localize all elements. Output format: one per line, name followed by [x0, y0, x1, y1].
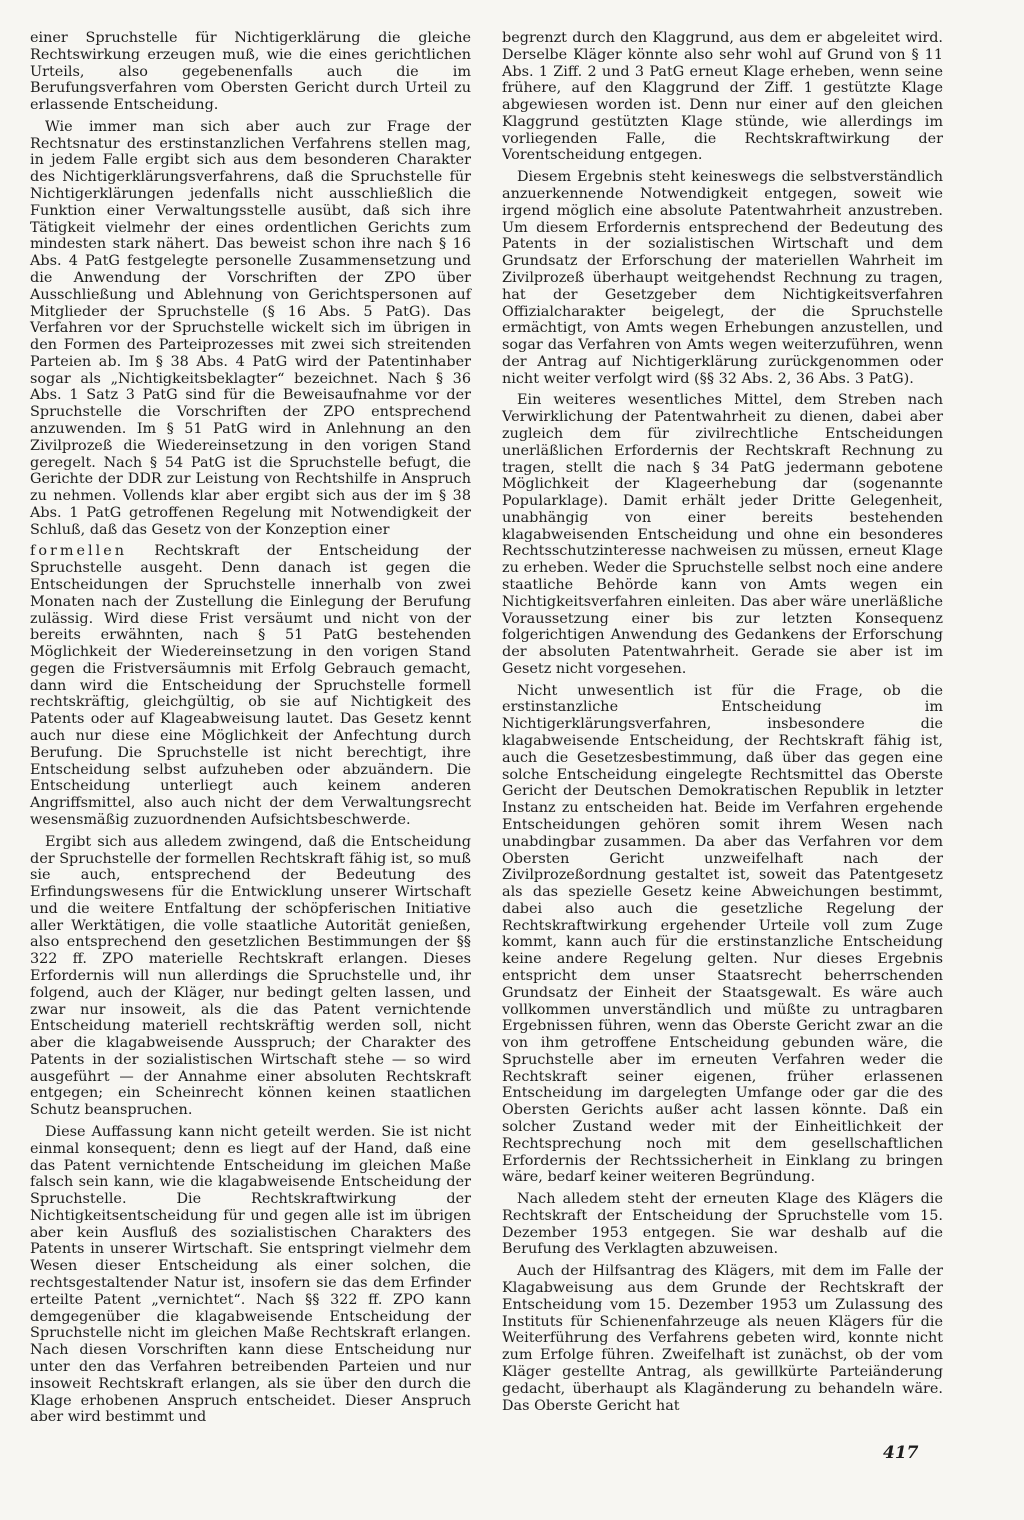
page-number: 417	[883, 1443, 919, 1463]
spaced-emphasis-word: formellen	[30, 543, 128, 560]
paragraph-continuation: Rechtskraft der Entscheidung der Spruchstelle ausgeht. Denn danach ist gegen die Entscheidungen der Spruchstelle innerhalb von zwei Monaten nach der Zustellung die Einlegung der Berufung zulässig. Wird diese Frist versäumt und nicht von der bereits erwähnten, nach § 51 PatG bestehenden Möglichkeit der Wiedereinsetzung in den vorigen Stand gegen die Fristversäumnis mit Erfolg Gebrauch gemacht, dann wird die Entscheidung der Spruchstelle formell rechtskräftig, gleichgültig, ob sie auf Nichtigkeit des Patents oder auf Klageabweisung lautet. Das Gesetz kennt auch nur diese eine Möglichkeit der Anfechtung durch Berufung. Die Spruchstelle ist nicht berechtigt, ihre Entscheidung selbst aufzuheben oder abzuändern. Die Entscheidung unterliegt auch keinem anderen Angriffsmittel, also auch nicht der dem Verwaltungsrecht wesensmäßig zuzuordnenden Aufsichtsbeschwerde.	[30, 543, 472, 828]
paragraph: begrenzt durch den Klaggrund, aus dem er abgeleitet wird. Derselbe Kläger könnte also sehr wohl auf Grund von § 11 Abs. 1 Ziff. 2 und 3 PatG erneut Klage erheben, wenn seine frühere, auf den Klaggrund der Ziff. 1 gestützte Klage abgewiesen worden ist. Denn nur einer auf den gleichen Klaggrund gestützten Klage stünde, wie allerdings im vorliegenden Falle, die Rechtskraftwirkung der Vorentscheidung entgegen.	[502, 30, 943, 164]
left-column	[30, 30, 471, 1431]
paragraph: Ergibt sich aus alledem zwingend, daß die Entscheidung der Spruchstelle der formellen Rechtskraft fähig ist, so muß sie auch, entsprechend der Bedeutung des Erfindungswesens für die Entwicklung unserer Wirtschaft und die weitere Entfaltung der schöpferischen Initiative aller Werktätigen, die volle staatliche Autorität genießen, also entsprechend den gesetzlichen Bestimmungen der §§ 322 ff. ZPO materielle Rechtskraft erlangen. Dieses Erfordernis will nun allerdings die Spruchstelle und, ihr folgend, auch der Kläger, nur bedingt gelten lassen, und zwar nur insoweit, als die das Patent vernichtende Entscheidung materiell rechtskräftig werden soll, nicht aber die klagabweisende Ausspruch; der Charakter des Patents in der sozialistischen Wirtschaft stehe — so wird ausgeführt — der Annahme einer absoluten Rechtskraft entgegen; ein Scheinrecht können keinen staatlichen Schutz beanspruchen.	[30, 833, 471, 1119]
paragraph: Wie immer man sich aber auch zur Frage der Rechtsnatur des erstinstanzlichen Verfahrens stellen mag, in jedem Falle ergibt sich aus dem besonderen Charakter des Nichtigerklärungsverfahrens, daß die Spruchstelle für Nichtigerklärungen jedenfalls nicht ausschließlich die Funktion einer Verwaltungsstelle ausübt, daß sich ihre Tätigkeit vielmehr der eines ordentlichen Gerichts zum mindesten stark nähert. Das beweist schon ihre nach § 16 Abs. 4 PatG festgelegte personelle Zusammensetzung und die Anwendung der Vorschriften der ZPO über Ausschließung und Ablehnung von Gerichtspersonen auf Mitglieder der Spruchstelle (§ 16 Abs. 5 PatG). Das Verfahren vor der Spruchstelle wickelt sich im übrigen in den Formen des Parteiprozesses mit zwei sich streitenden Parteien ab. Im § 38 Abs. 4 PatG wird der Patentinhaber sogar als „Nichtigkeitsbeklagter“ bezeichnet. Nach § 36 Abs. 1 Satz 3 PatG sind für die Beweisaufnahme vor der Spruchstelle die Vorschriften der ZPO entsprechend anzuwenden. Im § 51 PatG wird in Anlehnung an den Zivilprozeß die Wiedereinsetzung in den vorigen Stand geregelt. Nach § 54 PatG ist die Spruchstelle befugt, die Gerichte der DDR zur Leistung von Rechtshilfe in Anspruch zu nehmen. Vollends klar aber ergibt sich aus der im § 38 Abs. 1 PatG getroffenen Regelung mit Notwendigkeit der Schluß, daß das Gesetz von der Konzeption einer	[30, 118, 471, 538]
paragraph: Nach alledem steht der erneuten Klage des Klägers die Rechtskraft der Entscheidung der Spruchstelle vom 15. Dezember 1953 entgegen. Sie war deshalb auf die Berufung des Verklagten abzuweisen.	[502, 1191, 943, 1258]
paragraph: Diesem Ergebnis steht keineswegs die selbstverständlich anzuerkennende Notwendigkeit entgegen, soweit wie irgend möglich eine absolute Patentwahrheit anzustreben. Um diesem Erfordernis entsprechend der Bedeutung des Patents in der sozialistischen Wirtschaft und dem Grundsatz der Erforschung der materiellen Wahrheit im Zivilprozeß überhaupt weitgehendst Rechnung zu tragen, hat der Gesetzgeber dem Nichtigkeitsverfahren Offizialcharakter beigelegt, der die Spruchstelle ermächtigt, von Amts wegen Erhebungen anzustellen, und sogar das Verfahren von Amts wegen weiterzuführen, wenn der Antrag auf Nichtigerklärung zurückgenommen oder nicht weiter verfolgt wird (§§ 32 Abs. 2, 36 Abs. 3 PatG).	[502, 169, 943, 387]
paragraph: einer Spruchstelle für Nichtigerklärung die gleiche Rechtswirkung erzeugen muß, wie die eines gerichtlichen Urteils, also gegebenenfalls auch die im Berufungsverfahren vom Obersten Gericht durch Urteil zu erlassende Entscheidung.	[30, 30, 471, 114]
paragraph: Nicht unwesentlich ist für die Frage, ob die erstinstanzliche Entscheidung im Nichtigerklärungsverfahren, insbesondere die klagabweisende Entscheidung, der Rechtskraft fähig ist, auch die Gesetzesbestimmung, daß über das gegen eine solche Entscheidung eingelegte Rechtsmittel das Oberste Gericht der Deutschen Demokratischen Republik in letzter Instanz zu entscheiden hat. Beide im Verfahren ergehende Entscheidungen gehören somit ihrem Wesen nach unabdingbar zusammen. Da aber das Verfahren vor dem Obersten Gericht unzweifelhaft nach der Zivilprozeßordnung gestaltet ist, soweit das Patentgesetz als das spezielle Gesetz keine Abweichungen bestimmt, dabei also auch die gesetzliche Regelung der Rechtskraftwirkung ergehender Urteile voll zum Zuge kommt, kann auch für die erstinstanzliche Entscheidung keine andere Regelung gelten. Nur dieses Ergebnis entspricht dem unser Staatsrecht beherrschenden Grundsatz der Einheit der Staatsgewalt. Es wäre auch vollkommen unverständlich und müßte zu untragbaren Ergebnissen führen, wenn das Oberste Gericht zwar an die von ihm getroffene Entscheidung gebunden wäre, die Spruchstelle aber im erneuten Verfahren weder die Rechtskraft seiner eigenen, früher erlassenen Entscheidung im dargelegten Umfange oder gar die des Obersten Gerichts außer acht lassen könnte. Daß ein solcher Zustand weder mit der Einheitlichkeit der Rechtsprechung noch mit dem gesellschaftlichen Erfordernis der Rechtssicherheit in Einklang zu bringen wäre, bedarf keiner weiteren Begründung.	[502, 682, 943, 1186]
paragraph: Ein weiteres wesentliches Mittel, dem Streben nach Verwirklichung der Patentwahrheit zu dienen, dabei aber zugleich dem für zivilrechtliche Entscheidungen unerläßlichen Erfordernis der Rechtskraft Rechnung zu tragen, stellt die nach § 34 PatG jedermann gebotene Möglichkeit der Klageerhebung dar (sogenannte Popularklage). Damit erhält jeder Dritte Gelegenheit, unabhängig von einer bereits bestehenden klagabweisenden Entscheidung und ohne ein besonderes Rechtsschutzinteresse nachweisen zu müssen, erneut Klage zu erheben. Weder die Spruchstelle selbst noch eine andere staatliche Behörde kann von Amts wegen ein Nichtigkeitsverfahren einleiten. Das aber wäre unerläßliche Voraussetzung einer bis zur letzten Konsequenz folgerichtigen Anwendung des Gedankens der Erforschung der absoluten Patentwahrheit. Gerade sie aber ist im Gesetz nicht vorgesehen.	[502, 392, 943, 677]
paragraph: Diese Auffassung kann nicht geteilt werden. Sie ist nicht einmal konsequent; denn es liegt auf der Hand, daß eine das Patent vernichtende Entscheidung im gleichen Maße falsch sein kann, wie die klagabweisende Entscheidung der Spruchstelle. Die Rechtskraftwirkung der Nichtigkeitsentscheidung für und gegen alle ist im übrigen aber kein Ausfluß des sozialistischen Charakters des Patents in unserer Wirtschaft. Sie entspringt vielmehr dem Wesen dieser Entscheidung als einer solchen, die rechtsgestaltender Natur ist, insofern sie das dem Erfinder erteilte Patent „vernichtet“. Nach §§ 322 ff. ZPO kann demgegenüber die klagabweisende Entscheidung der Spruchstelle nicht im gleichen Maße Rechtskraft erlangen. Nach diesen Vorschriften kann diese Entscheidung nur unter den das Verfahren betreibenden Parteien und nur insoweit Rechtskraft erlangen, als sie über den durch die Klage erhobenen Anspruch entscheidet. Dieser Anspruch aber wird bestimmt und	[30, 1124, 471, 1426]
paragraph: Auch der Hilfsantrag des Klägers, mit dem im Falle der Klagabweisung aus dem Grunde der Rechtskraft der Entscheidung vom 15. Dezember 1953 um Zulassung des Instituts für Schienenfahrzeuge als neuen Klägers für die Weiterführung des Verfahrens gebeten wird, konnte nicht zum Erfolge führen. Zweifelhaft ist zunächst, ob der vom Kläger gestellte Antrag, als gewillkürte Parteiänderung gedacht, überhaupt als Klagänderung zu behandeln wäre. Das Oberste Gericht hat	[502, 1263, 943, 1414]
right-column	[502, 30, 943, 1419]
paragraph-with-spaced-word	[30, 543, 471, 828]
